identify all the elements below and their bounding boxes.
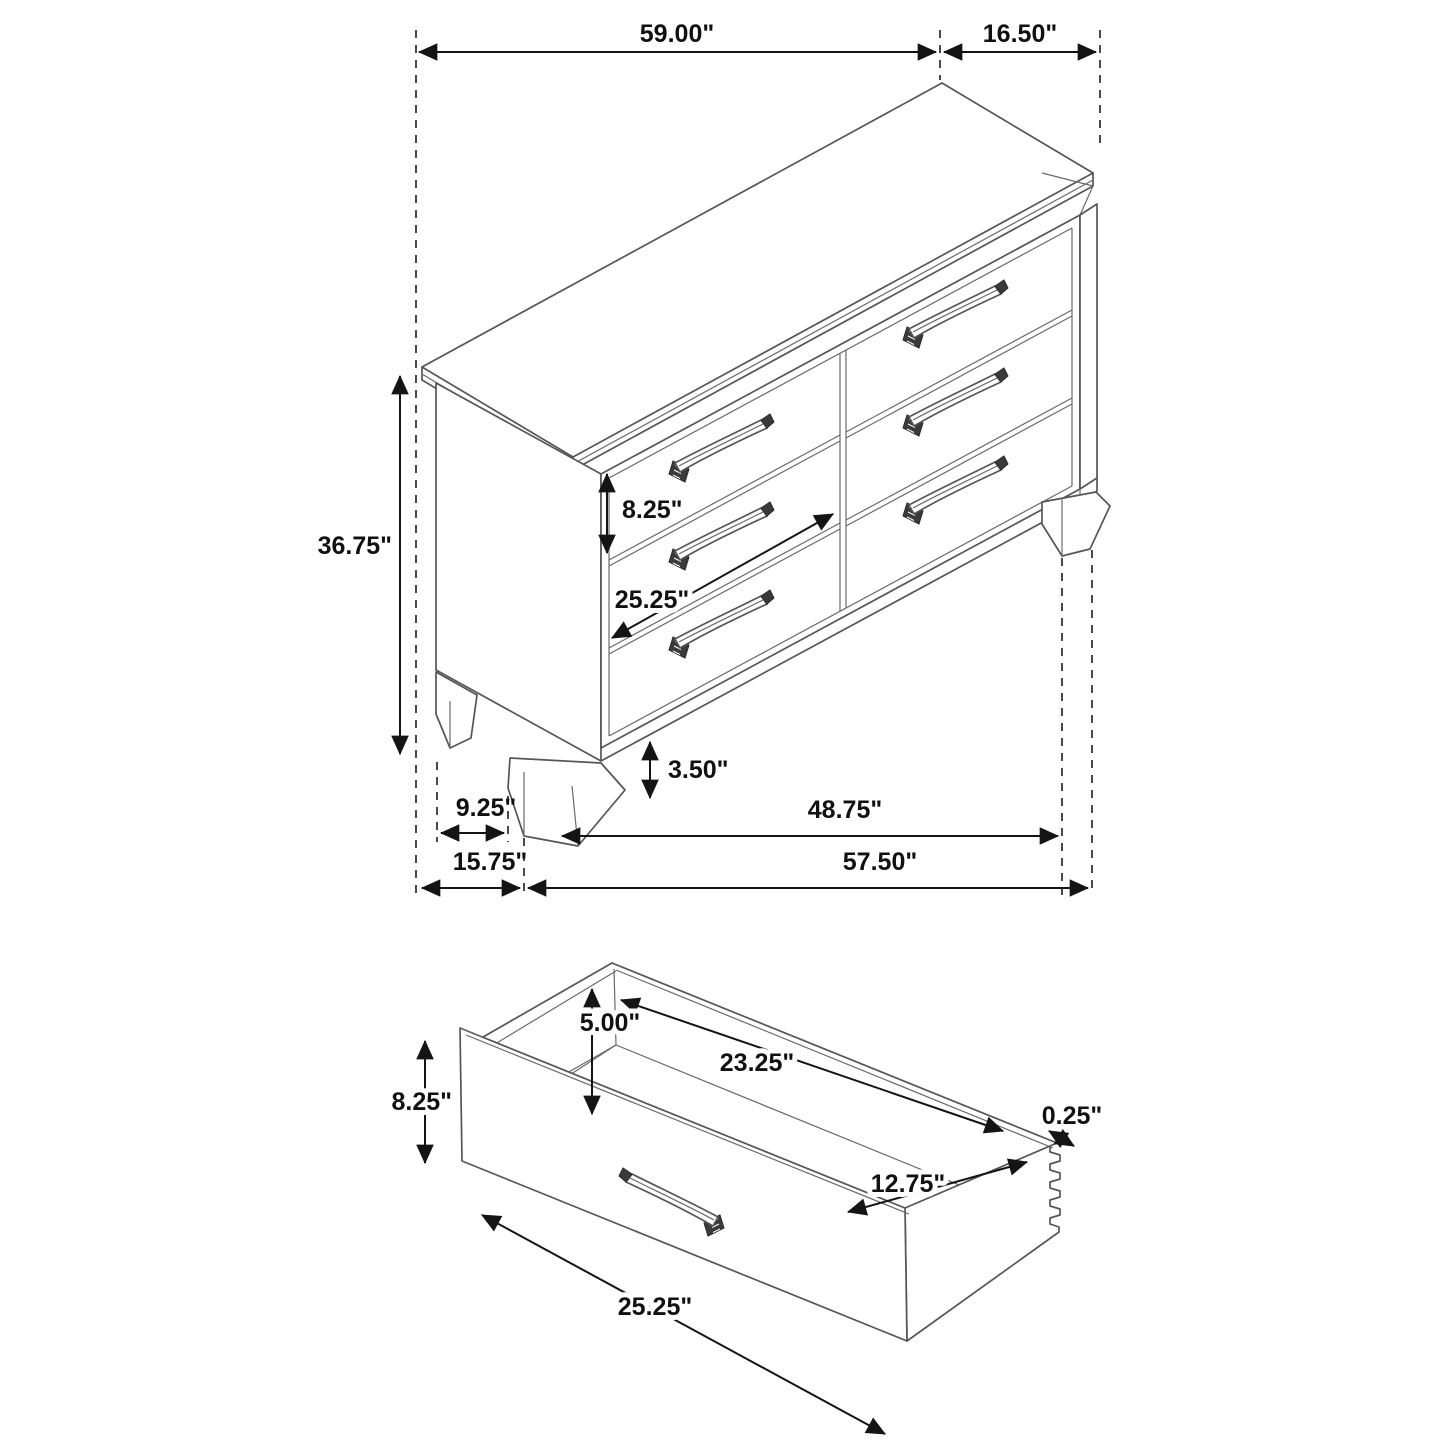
dim-base-depth: 15.75": [452, 848, 528, 876]
dim-panel-thickness: 0.25": [1041, 1102, 1103, 1130]
dim-drawer-face-height: 8.25": [622, 496, 683, 524]
dim-interior-height: 5.00": [579, 1009, 641, 1037]
dim-base-width: 57.50": [842, 848, 918, 876]
dim-overall-depth: 16.50": [982, 20, 1058, 48]
dim-drawer-front-width: 25.25": [617, 1293, 693, 1321]
dresser-drawing: [318, 20, 1110, 895]
dim-leg-span-width: 48.75": [807, 796, 883, 824]
drawer-drawing: [391, 963, 1102, 1434]
dim-front-panel-height: 8.25": [391, 1088, 452, 1116]
dim-overall-height: 36.75": [317, 532, 392, 560]
dim-leg-height: 3.50": [668, 756, 729, 784]
dim-overall-width: 59.00": [639, 20, 715, 48]
dim-interior-width: 23.25": [719, 1049, 795, 1077]
dim-drawer-diagonal-width: 25.25": [614, 586, 690, 614]
dim-leg-inset-depth: 9.25": [455, 794, 517, 822]
dim-interior-depth: 12.75": [870, 1170, 946, 1198]
